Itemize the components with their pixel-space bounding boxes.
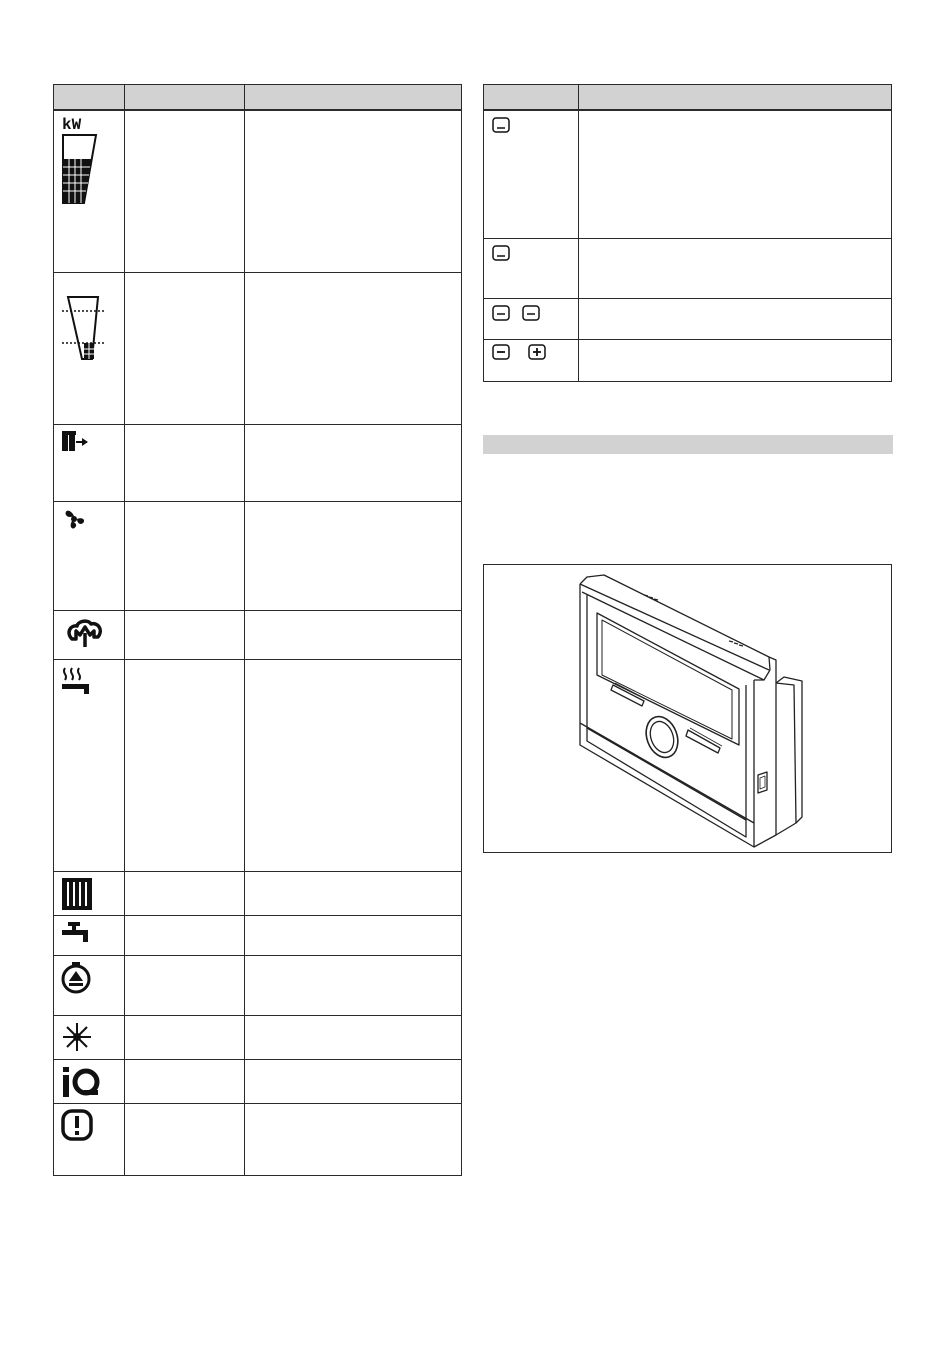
table-row	[54, 1103, 462, 1175]
flame-icon	[66, 619, 104, 649]
table-cell	[579, 238, 892, 298]
table-header-row	[54, 85, 462, 111]
table-row	[484, 238, 892, 298]
table-cell	[579, 339, 892, 381]
iq-logo-icon	[60, 1064, 104, 1100]
header-cell	[54, 85, 125, 111]
table-cell	[125, 871, 245, 915]
table-header-row	[484, 85, 892, 111]
header-cell	[484, 85, 579, 111]
table-row	[54, 1015, 462, 1059]
table-cell	[245, 424, 462, 501]
table-cell	[245, 501, 462, 610]
table-cell	[245, 1059, 462, 1103]
table-cell	[125, 272, 245, 424]
table-row	[54, 955, 462, 1015]
table-row	[484, 298, 892, 339]
table-row	[54, 424, 462, 501]
symbol-table	[53, 84, 462, 1176]
table-cell	[245, 915, 462, 955]
table-cell	[579, 298, 892, 339]
plus-key-icon	[528, 344, 546, 360]
table-row	[484, 339, 892, 381]
table-row	[54, 501, 462, 610]
section-heading-bar	[483, 435, 893, 454]
table-row	[54, 915, 462, 955]
right-selection-key-icon	[492, 245, 510, 261]
table-cell	[245, 1015, 462, 1059]
control-keys-table	[483, 84, 892, 382]
pump-pressure-icon	[60, 960, 94, 996]
left-selection-key-icon	[492, 117, 510, 133]
minus-key-icon	[492, 344, 510, 360]
flow-outlet-icon	[60, 429, 90, 453]
fan-icon	[60, 506, 90, 532]
table-cell	[125, 501, 245, 610]
header-cell	[579, 85, 892, 111]
hot-water-heating-icon	[60, 664, 94, 694]
frost-protection-icon	[60, 1020, 94, 1054]
tap-icon	[60, 920, 94, 946]
table-cell	[125, 915, 245, 955]
right-selection-key-icon	[522, 305, 540, 321]
left-selection-key-icon	[492, 305, 510, 321]
svg-text:kW: kW	[62, 116, 82, 134]
modulation-range-icon	[60, 295, 106, 363]
header-cell	[245, 85, 462, 111]
table-cell	[125, 659, 245, 871]
table-row	[54, 272, 462, 424]
table-cell	[125, 424, 245, 501]
table-cell	[245, 955, 462, 1015]
figure-frame	[483, 564, 892, 853]
table-cell	[245, 1103, 462, 1175]
kw-power-bar-icon	[60, 115, 104, 207]
table-cell	[125, 610, 245, 659]
radiator-icon	[60, 876, 94, 912]
controller-device-illustration	[484, 565, 891, 852]
table-cell	[245, 110, 462, 272]
table-row	[54, 659, 462, 871]
table-row	[54, 110, 462, 272]
table-cell	[125, 1015, 245, 1059]
header-cell	[125, 85, 245, 111]
table-cell	[125, 1103, 245, 1175]
table-cell	[125, 955, 245, 1015]
table-cell	[125, 1059, 245, 1103]
table-cell	[245, 871, 462, 915]
table-cell	[125, 110, 245, 272]
table-row	[484, 110, 892, 238]
warning-icon	[60, 1108, 94, 1142]
table-cell	[579, 110, 892, 238]
table-cell	[245, 610, 462, 659]
table-cell	[245, 659, 462, 871]
table-row	[54, 871, 462, 915]
table-cell	[245, 272, 462, 424]
table-row	[54, 1059, 462, 1103]
table-row	[54, 610, 462, 659]
